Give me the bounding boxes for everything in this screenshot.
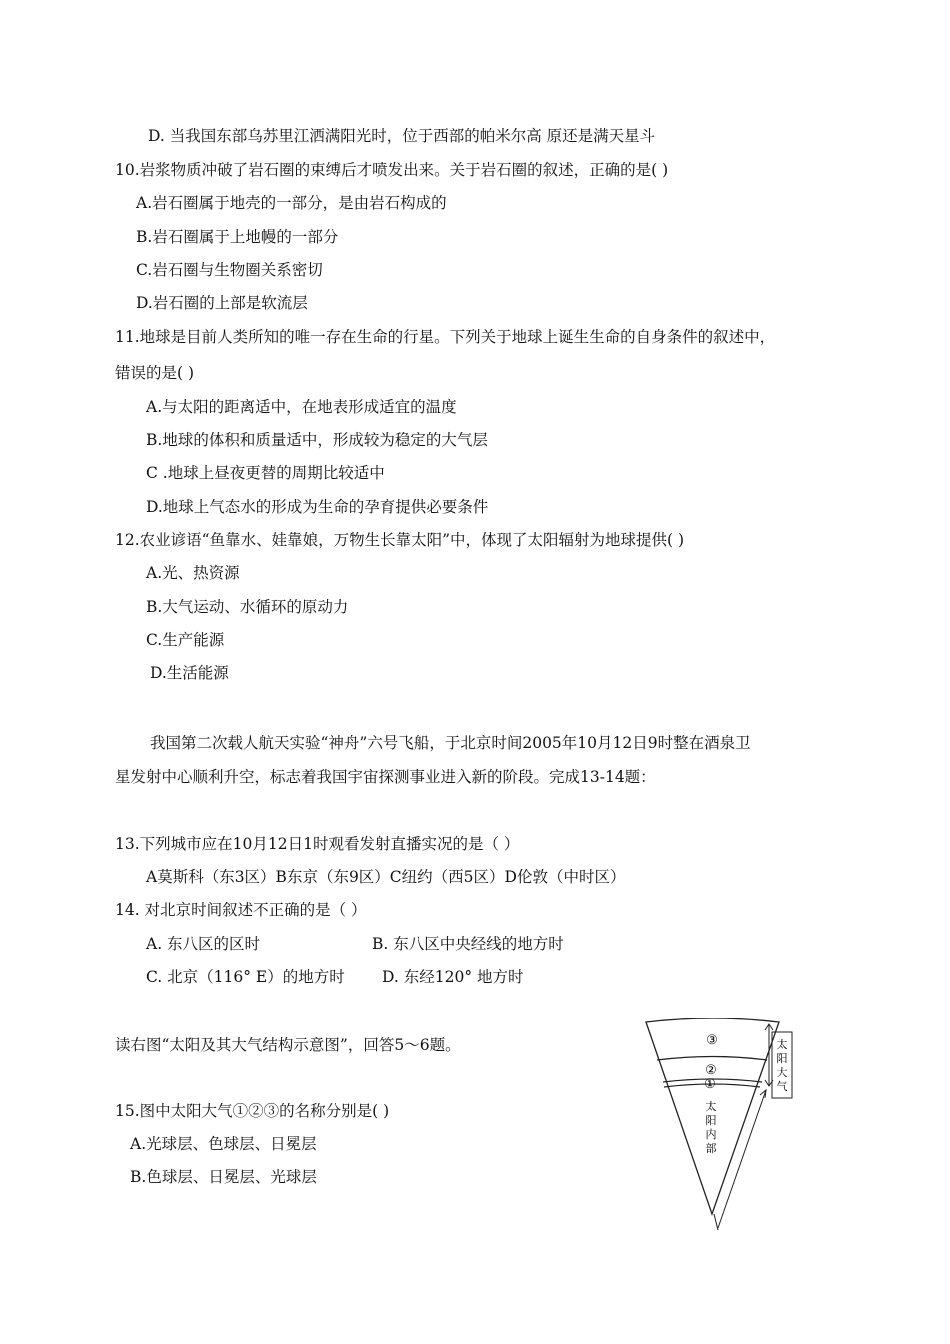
sun-atmosphere-structure-diagram [638, 1018, 798, 1240]
q12-stem: 12.农业谚语“鱼靠水、娃靠娘，万物生长靠太阳”中，体现了太阳辐射为地球提供( ) [115, 531, 685, 549]
q15-option-b: B.色球层、日冕层、光球层 [130, 1168, 317, 1186]
layer-2-label: ② [705, 1063, 717, 1078]
q10-option-a: A.岩石圈属于地壳的一部分，是由岩石构成的 [136, 194, 447, 212]
layer-3-label: ③ [706, 1033, 718, 1048]
q10-stem: 10.岩浆物质冲破了岩石圈的束缚后才喷发出来。关于岩石圈的叙述，正确的是( ) [115, 161, 669, 179]
q12-option-d: D.生活能源 [150, 664, 229, 682]
q14-option-b: B. 东八区中央经线的地方时 [372, 935, 564, 953]
intro-paragraph-line1: 我国第二次载人航天实验“神舟”六号飞船，于北京时间2005年10月12日9时整在酒泉卫 [150, 734, 751, 752]
atmosphere-label-char-1: 太 [776, 1038, 788, 1051]
q15-option-a: A.光球层、色球层、日冕层 [130, 1135, 317, 1153]
read-figure-instruction: 读右图“太阳及其大气结构示意图”，回答5～6题。 [115, 1036, 461, 1054]
q11-stem-line2: 错误的是( ) [115, 364, 195, 382]
layer-1-label: ① [704, 1077, 716, 1092]
q11-option-a: A.与太阳的距离适中，在地表形成适宜的温度 [146, 398, 457, 416]
interior-label-char-1: 太 [705, 1100, 717, 1113]
q10-option-c: C.岩石圈与生物圈关系密切 [136, 261, 323, 279]
q12-option-c: C.生产能源 [146, 631, 225, 649]
q11-option-c: C .地球上昼夜更替的周期比较适中 [146, 464, 385, 482]
q13-options: A莫斯科（东3区）B东京（东9区）C纽约（西5区）D伦敦（中时区） [146, 868, 626, 886]
q14-option-c: C. 北京（116° E）的地方时 [146, 968, 345, 986]
q14-stem: 14. 对北京时间叙述不正确的是（ ） [115, 901, 367, 919]
q12-option-b: B.大气运动、水循环的原动力 [146, 598, 349, 616]
interior-label-char-3: 内 [705, 1128, 717, 1141]
interior-label-char-4: 部 [705, 1142, 717, 1155]
q10-option-d: D.岩石圈的上部是软流层 [136, 294, 308, 312]
q12-option-a: A.光、热资源 [146, 564, 240, 582]
atmosphere-label-char-2: 阳 [776, 1052, 788, 1065]
atmosphere-label-char-3: 大 [776, 1066, 788, 1079]
q15-stem: 15.图中太阳大气①②③的名称分别是( ) [115, 1102, 390, 1120]
q11-option-d: D.地球上气态水的形成为生命的孕育提供必要条件 [146, 498, 489, 516]
q13-stem: 13.下列城市应在10月12日1时观看发射直播实况的是（ ） [115, 835, 520, 853]
q9-option-d: D. 当我国东部乌苏里江洒满阳光时，位于西部的帕米尔高 原还是满天星斗 [148, 127, 656, 145]
intro-paragraph-line2: 星发射中心顺利升空，标志着我国宇宙探测事业进入新的阶段。完成13-14题： [115, 768, 656, 786]
q14-option-a: A. 东八区的区时 [146, 935, 261, 953]
q11-stem-line1: 11.地球是目前人类所知的唯一存在生命的行星。下列关于地球上诞生生命的自身条件的叙述中， [115, 328, 776, 346]
interior-label-char-2: 阳 [705, 1114, 717, 1127]
atmosphere-label-char-4: 气 [776, 1080, 788, 1093]
q11-option-b: B.地球的体积和质量适中，形成较为稳定的大气层 [146, 431, 488, 449]
q14-option-d: D. 东经120° 地方时 [382, 968, 524, 986]
q10-option-b: B.岩石圈属于上地幔的一部分 [136, 228, 339, 246]
